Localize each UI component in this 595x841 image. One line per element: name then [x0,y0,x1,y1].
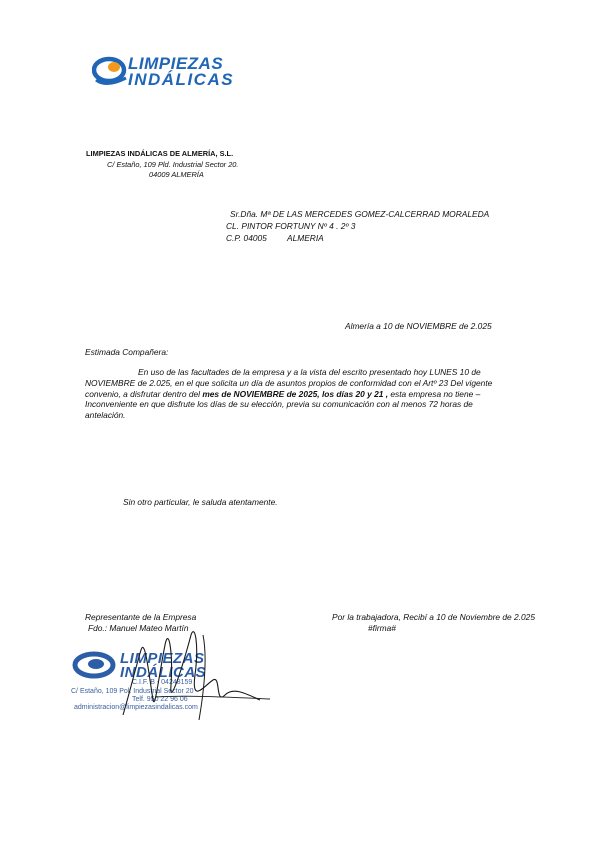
sender-company: LIMPIEZAS INDÁLICAS DE ALMERÍA, S.L. [86,149,234,158]
stamp-text-line2: INDÁLICAS [120,664,207,681]
body-bold: mes de NOVIEMBRE de 2025, los días 20 y 21 , [202,388,389,399]
recipient-city: ALMERIA [287,233,324,243]
body-part1: En uso de las facultades de la empresa y a la vista del escrito presentado hoy LUNES 10 de NOVIEMBRE de 2.025, en el que solicita un día de asuntos propios de conformidad con el Artº 23 Del vigente convenio, a disfrutar dentro del [85,367,493,399]
company-logo [92,52,242,102]
sender-address: C/ Estaño, 109 Pld. Industrial Sector 20. [107,160,239,169]
logo-text-line1: LIMPIEZAS [128,54,224,73]
recipient-street: CL. PINTOR FORTUNY Nº 4 . 2º 3 [226,221,356,231]
letter-body [85,367,515,421]
stamp-email: administracion@limpiezasindalicas.com [74,704,198,711]
signature-right-placeholder: #firma# [368,623,396,633]
greeting: Estimada Compañera: [85,347,169,357]
closing: Sin otro particular, le saluda atentamente. [123,497,278,507]
stamp-phone: Telf. 950 22 96 06 [132,696,188,703]
handwritten-signature [95,615,275,725]
stamp-cif: C.I.F. B - 04248159 [132,679,193,686]
stamp-address: C/ Estaño, 109 Pol. Industrial Sector 20 [71,688,194,695]
logo-swirl-icon [92,54,132,88]
sender-city: 04009 ALMERÍA [149,170,204,179]
signature-left-title: Representante de la Empresa [85,612,197,622]
logo-text-line2: INDÁLICAS [128,70,235,89]
signature-right-title: Por la trabajadora, Recibí a 10 de Noviembre de 2.025 [332,612,535,622]
body-part3: Inconveniente en que disfrute los días de su elección, previa su comunicación con al menos 72 horas de antelación. [85,399,473,421]
signature-left-name: Fdo.: Manuel Mateo Martín [88,623,189,633]
stamp-text-line1: LIMPIEZAS [120,650,205,667]
recipient-postal: C.P. 04005 [226,233,267,243]
recipient-name: Sr.Dña. Mª DE LAS MERCEDES GOMEZ-CALCERRAD MORALEDA [230,209,490,219]
date-line: Almería a 10 de NOVIEMBRE de 2.025 [345,321,492,331]
body-part2: esta empresa no tiene – [388,388,481,399]
